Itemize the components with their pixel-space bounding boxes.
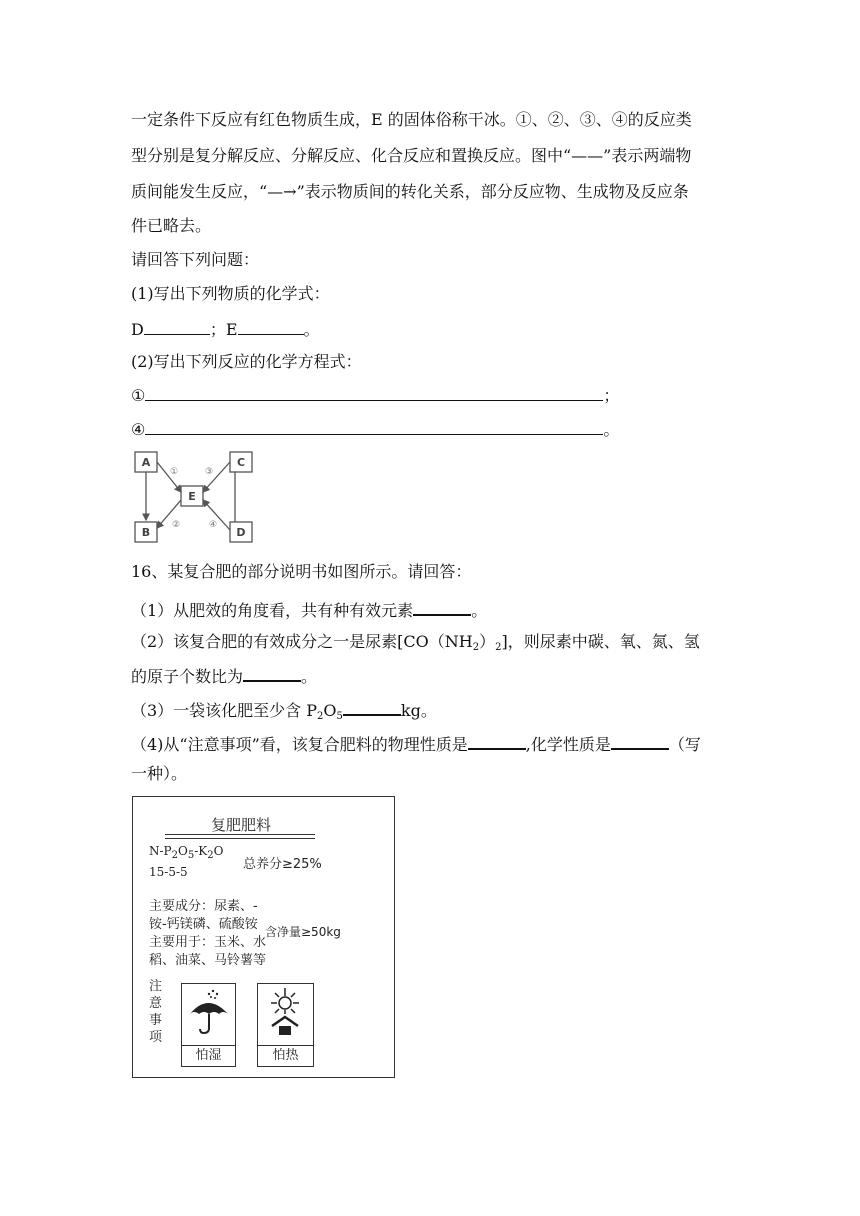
label-total-nutrient: 总养分≥25%	[243, 857, 322, 872]
label-title: 复肥肥料	[211, 816, 272, 834]
q16-p3-end: kg。	[400, 701, 437, 720]
node-c-label: C	[236, 456, 246, 469]
answer-blank-16-4a[interactable]	[468, 732, 526, 750]
label-rule-1	[165, 834, 315, 835]
label-body: 主要成分：尿素、- 铵-钙镁磷、硫酸铵 主要用于：玉米、水 稻、油菜、马铃薯等	[149, 899, 267, 968]
q16-p3-sub2: 5	[336, 711, 343, 722]
prompt-text: 请回答下列问题：	[131, 250, 260, 269]
reaction-diagram	[131, 448, 255, 546]
answer-blank-16-4b[interactable]	[611, 732, 669, 750]
q16-part-2-cont	[131, 664, 317, 687]
label-formula: $N-P_2O_5-K_2O$ 15-5-5	[149, 844, 224, 879]
q1-end: 。	[303, 320, 320, 339]
q16-p3-sub1: 2	[317, 711, 324, 722]
q16-p2-text-b: ）	[479, 632, 496, 651]
intro-line-2: 型分别是复分解反应、分解反应、化合反应和置换反应。图中“——”表示两端物	[131, 146, 692, 165]
mark-3: ③	[204, 467, 214, 477]
umbrella-icon	[182, 984, 235, 1046]
q16-p2-sub: 2	[472, 642, 480, 653]
reaction-1-mark: ①	[131, 386, 146, 405]
intro-line-3: 质间能发生反应，“—→”表示物质间的转化关系，部分反应物、生成物及反应条	[131, 182, 689, 201]
label-rule-2	[165, 838, 315, 839]
q16-p2-text-a: （2）该复合肥的有效成分之一是尿素[CO（NH	[131, 632, 473, 651]
q16-p1-end: 。	[471, 601, 488, 620]
q16-p2-text-d: 的原子个数比为	[131, 667, 244, 686]
q16-part-3	[131, 698, 437, 727]
node-e-label: E	[188, 490, 196, 503]
fear-heat-label: 怕热	[258, 1045, 313, 1066]
answer-blank-16-2[interactable]	[243, 664, 301, 682]
mark-4: ④	[208, 520, 218, 530]
q16-part-2	[131, 632, 700, 658]
answer-blank-reaction-1[interactable]	[145, 384, 603, 401]
mark-2: ②	[171, 520, 181, 530]
node-a-label: A	[141, 456, 151, 469]
q16-title: 16、某复合肥的部分说明书如图所示。请回答：	[131, 562, 472, 581]
q16-part-4-cont: 一种）。	[131, 764, 188, 783]
q2-reaction-4	[131, 418, 619, 440]
q16-p2-end: 。	[301, 667, 318, 686]
q16-p2-sub2: 2	[495, 642, 502, 653]
label-notes-heading: 注 意 事 项	[149, 979, 163, 1045]
q16-p3-text-b: O	[323, 701, 337, 720]
q16-p2-text-c: ]，则尿素中碳、氧、氮、氢	[501, 632, 700, 651]
label-ratio: 15-5-5	[149, 865, 188, 879]
answer-blank-reaction-4[interactable]	[145, 418, 603, 435]
intro-line-1: 一定条件下反应有红色物质生成，E 的固体俗称干冰。①、②、③、④的反应类	[131, 110, 692, 129]
q16-part-1	[131, 598, 487, 621]
q16-p4-text-c: （写	[668, 735, 701, 754]
answer-blank-d[interactable]	[144, 318, 210, 335]
node-b-label: B	[141, 526, 151, 539]
mark-1: ①	[169, 467, 179, 477]
q16-p4-text-b: ,化学性质是	[525, 735, 611, 754]
q2-label: (2)写出下列反应的化学方程式：	[131, 352, 362, 371]
reaction-1-end: ；	[603, 386, 620, 405]
sun-heat-icon	[258, 984, 313, 1046]
q16-p4-text-a: （4)从“注意事项”看，该复合肥料的物理性质是	[131, 735, 468, 754]
answer-blank-16-1[interactable]	[413, 598, 471, 616]
q1-d-label: D	[131, 320, 144, 339]
answer-blank-16-3[interactable]	[343, 698, 401, 716]
fear-moisture-label: 怕湿	[182, 1045, 235, 1066]
q1-answer-line	[131, 318, 320, 340]
fear-heat-box	[257, 983, 314, 1067]
q16-p3-text-a: （3）一袋该化肥至少含 P	[131, 701, 318, 720]
q2-reaction-1	[131, 384, 619, 406]
q16-part-4	[131, 732, 701, 755]
reaction-4-end: 。	[603, 420, 620, 439]
label-net-weight: 含净量≥50kg	[265, 925, 341, 939]
q1-label: (1)写出下列物质的化学式：	[131, 284, 330, 303]
fear-moisture-box	[181, 983, 236, 1067]
q16-p1-text: （1）从肥效的角度看，共有种有效元素	[131, 601, 414, 620]
answer-blank-e[interactable]	[238, 318, 304, 335]
q1-e-label: ；E	[209, 320, 238, 339]
node-d-label: D	[236, 526, 246, 539]
intro-line-4: 件已略去。	[131, 216, 212, 235]
fertilizer-label	[132, 796, 395, 1078]
reaction-4-mark: ④	[131, 420, 146, 439]
